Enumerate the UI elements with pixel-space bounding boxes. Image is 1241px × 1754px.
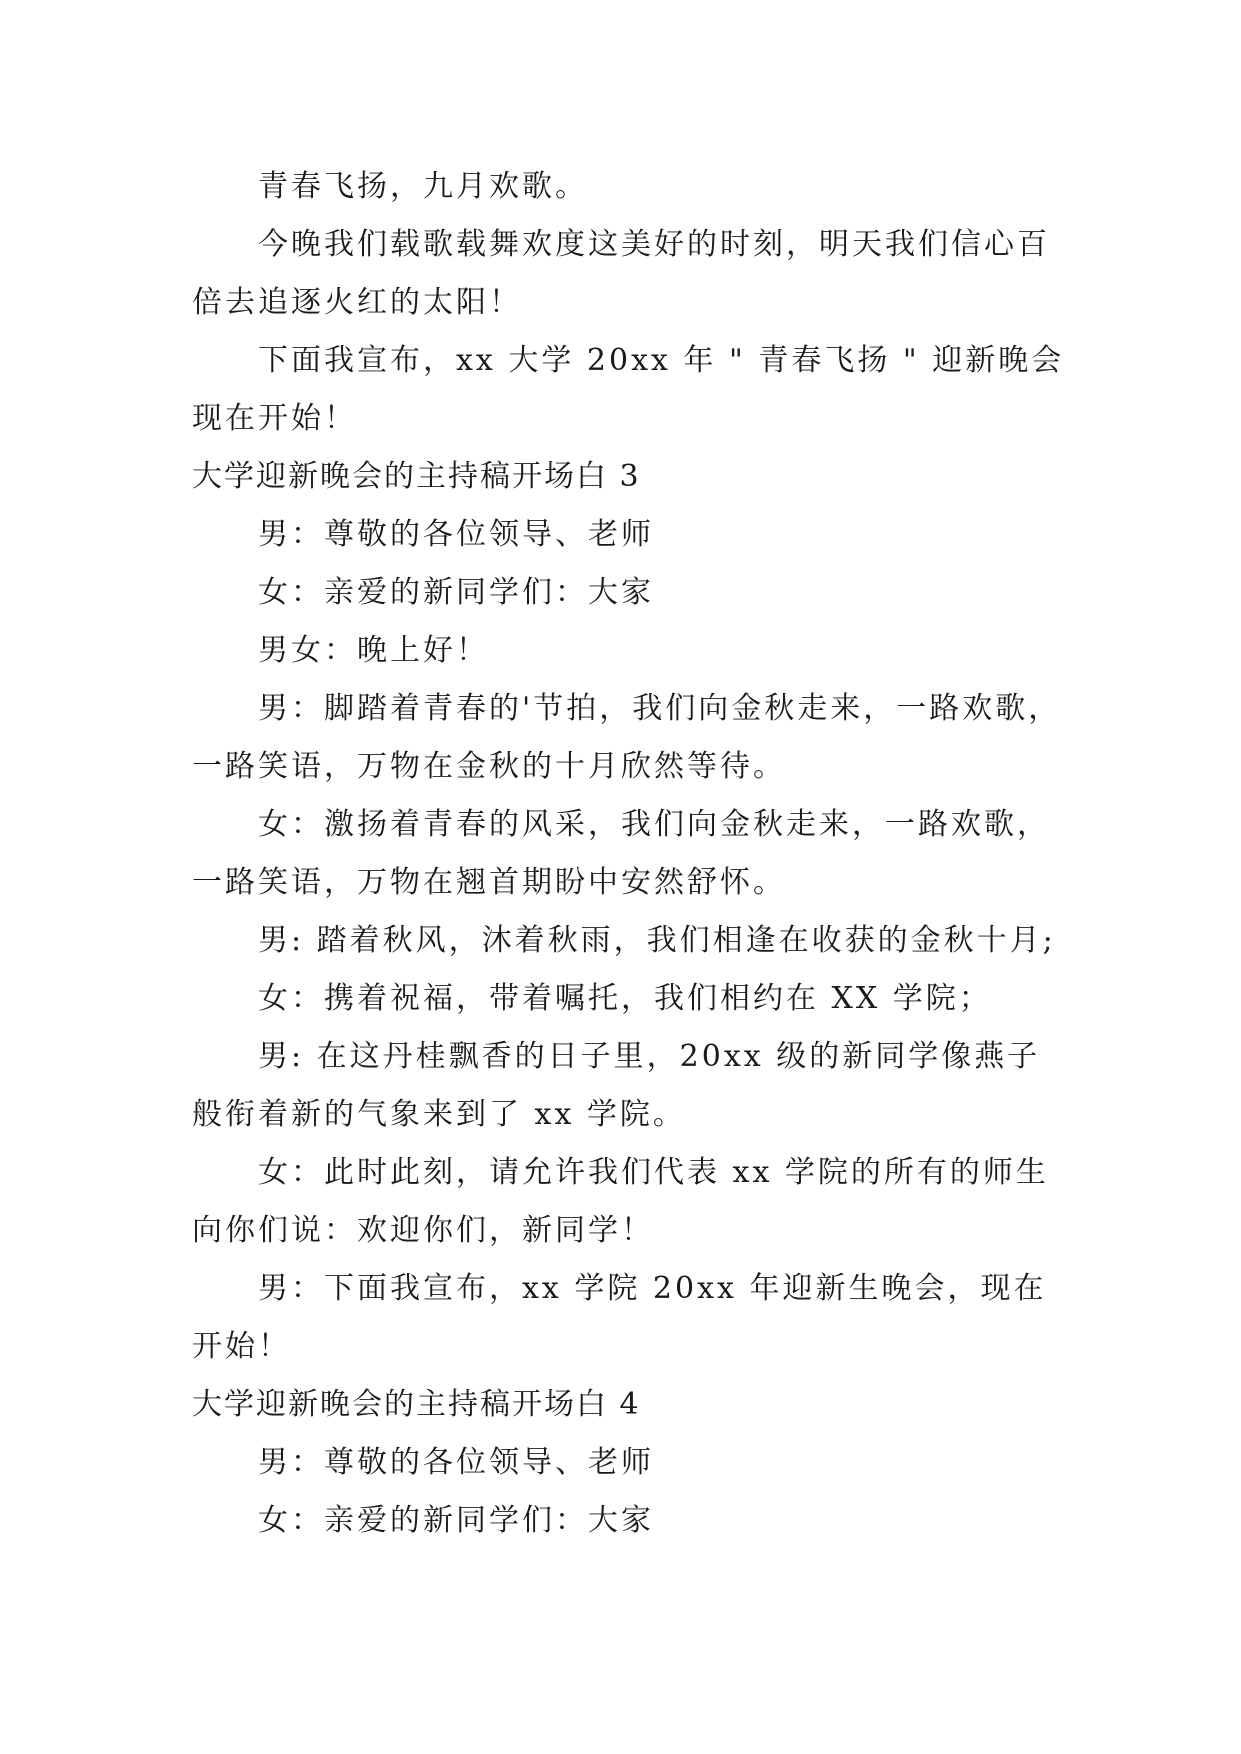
paragraph: 女：亲爱的新同学们：大家 — [258, 575, 654, 610]
paragraph: 男女：晚上好！ — [258, 633, 489, 668]
paragraph: 男: 在这丹桂飘香的日子里，20xx 级的新同学像燕子般衔着新的气象来到了 xx 学院。 — [192, 1039, 1041, 1132]
section-heading: 大学迎新晚会的主持稿开场白 4 — [192, 1387, 641, 1422]
paragraph: 女：亲爱的新同学们：大家 — [258, 1503, 654, 1538]
paragraph: 下面我宣布，xx 大学 20xx 年 " 青春飞扬 " 迎新晚会现在开始！ — [192, 343, 1065, 436]
paragraph: 女：激扬着青春的风采，我们向金秋走来，一路欢歌，一路笑语，万物在翘首期盼中安然舒怀。 — [192, 807, 1050, 900]
section-heading: 大学迎新晚会的主持稿开场白 3 — [192, 459, 641, 494]
paragraph: 今晚我们载歌载舞欢度这美好的时刻，明天我们信心百倍去追逐火红的太阳！ — [192, 227, 1050, 320]
paragraph: 男：尊敬的各位领导、老师 — [258, 517, 654, 552]
paragraph: 男：脚踏着青春的'节拍，我们向金秋走来，一路欢歌，一路笑语，万物在金秋的十月欣然等待。 — [192, 691, 1062, 784]
paragraph: 女：携着祝福，带着嘱托，我们相约在 XX 学院； — [258, 981, 992, 1016]
paragraph: 女：此时此刻，请允许我们代表 xx 学院的所有的师生向你们说：欢迎你们，新同学！ — [192, 1155, 1049, 1248]
paragraph: 青春飞扬，九月欢歌。 — [258, 169, 588, 204]
paragraph: 男：尊敬的各位领导、老师 — [258, 1445, 654, 1480]
paragraph: 男: 踏着秋风，沐着秋雨，我们相逢在收获的金秋十月; — [258, 923, 1056, 958]
paragraph: 男：下面我宣布，xx 学院 20xx 年迎新生晚会，现在开始！ — [192, 1271, 1047, 1364]
document-body — [192, 158, 1070, 1550]
